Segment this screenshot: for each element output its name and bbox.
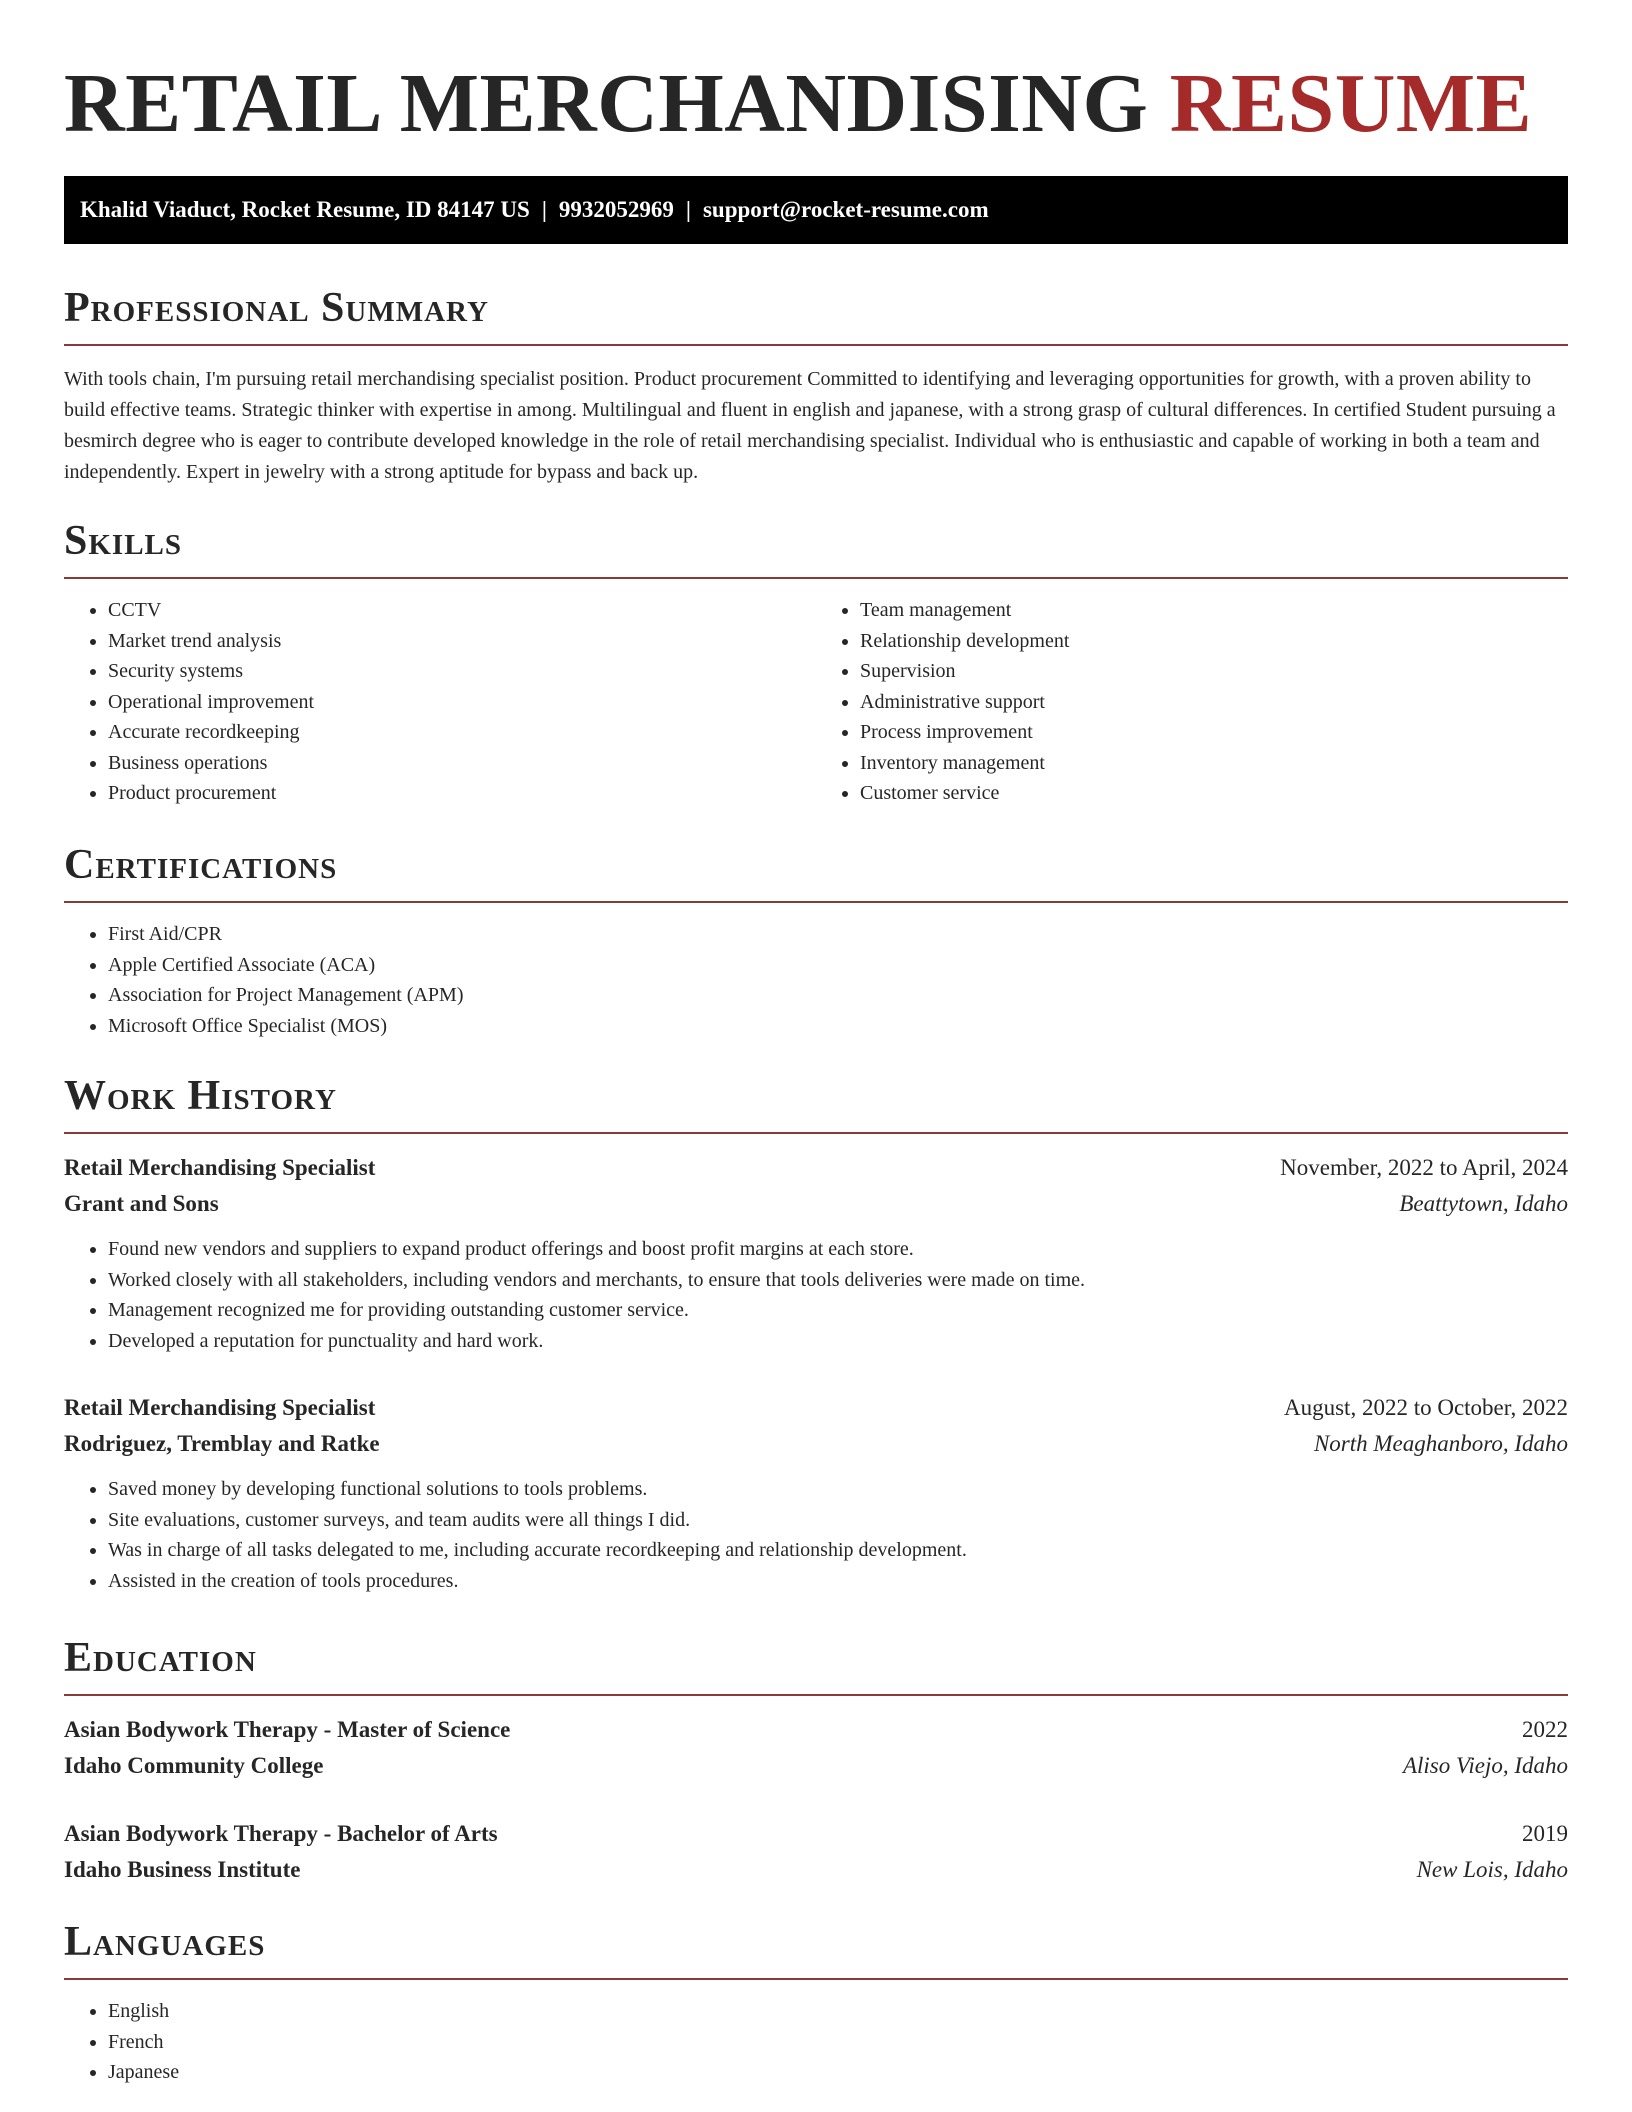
job-company: Rodriguez, Tremblay and Ratke (64, 1431, 380, 1456)
job-header-row (64, 1150, 1568, 1186)
job-bullet: • Found new vendors and suppliers to expand product offerings and boost profit margins at each store. (108, 1234, 1568, 1265)
language-item: • Japanese (108, 2057, 1568, 2088)
contact-bar (64, 176, 1568, 244)
skill-item: • Market trend analysis (108, 626, 816, 657)
education-entry (64, 1712, 1568, 1784)
language-item: • English (108, 1996, 1568, 2027)
title-accent: RESUME (1169, 57, 1533, 150)
skill-item: • Customer service (860, 778, 1568, 809)
education-year: 2022 (1522, 1717, 1568, 1742)
skill-item: • Process improvement (860, 717, 1568, 748)
education-entry (64, 1816, 1568, 1888)
job-location: Beattytown, Idaho (1399, 1191, 1568, 1216)
job-bullet: • Site evaluations, customer surveys, and team audits were all things I did. (108, 1505, 1568, 1536)
language-item: • French (108, 2027, 1568, 2058)
skill-item: • Administrative support (860, 687, 1568, 718)
job-company-row (64, 1186, 1568, 1222)
skill-item: • Business operations (108, 748, 816, 779)
job-entry (64, 1390, 1568, 1596)
job-company: Grant and Sons (64, 1191, 219, 1216)
summary-heading: Professional Summary (64, 284, 1568, 346)
contact-address: Khalid Viaduct, Rocket Resume, ID 84147 US (80, 197, 530, 222)
contact-phone[interactable]: 9932052969 (558, 197, 674, 222)
skills-section (64, 517, 1568, 809)
contact-email[interactable]: support@rocket-resume.com (702, 197, 989, 222)
education-location: Aliso Viejo, Idaho (1402, 1753, 1568, 1778)
job-dates: November, 2022 to April, 2024 (1280, 1155, 1568, 1180)
education-degree: Asian Bodywork Therapy - Bachelor of Arts (64, 1821, 498, 1846)
education-heading: Education (64, 1634, 1568, 1696)
skill-item: • Operational improvement (108, 687, 816, 718)
resume-title (64, 0, 1568, 152)
education-school: Idaho Business Institute (64, 1857, 301, 1882)
skill-item: • Inventory management (860, 748, 1568, 779)
job-bullet: • Worked closely with all stakeholders, including vendors and merchants, to ensure that tools deliveries were made on time. (108, 1265, 1568, 1296)
skills-grid (64, 579, 1568, 809)
languages-list (64, 1996, 1568, 2088)
skill-item: • Accurate recordkeeping (108, 717, 816, 748)
education-degree: Asian Bodywork Therapy - Master of Science (64, 1717, 511, 1742)
education-year: 2019 (1522, 1821, 1568, 1846)
skills-heading: Skills (64, 517, 1568, 579)
summary-section (64, 284, 1568, 488)
job-bullet: • Management recognized me for providing outstanding customer service. (108, 1295, 1568, 1326)
certifications-heading: Certifications (64, 841, 1568, 903)
job-bullet: • Assisted in the creation of tools procedures. (108, 1566, 1568, 1597)
job-entry (64, 1150, 1568, 1356)
job-bullet: • Developed a reputation for punctuality and hard work. (108, 1326, 1568, 1357)
certification-item: • First Aid/CPR (108, 919, 1568, 950)
job-dates: August, 2022 to October, 2022 (1284, 1395, 1568, 1420)
skills-list-right (816, 595, 1568, 809)
job-title: Retail Merchandising Specialist (64, 1395, 376, 1420)
job-company-row (64, 1426, 1568, 1462)
job-title: Retail Merchandising Specialist (64, 1155, 376, 1180)
title-main: RETAIL MERCHANDISING (64, 57, 1149, 150)
skill-item: • Relationship development (860, 626, 1568, 657)
summary-text: With tools chain, I'm pursuing retail merchandising specialist position. Product procurement Committed to identifying and leveraging opportunities for growth, with a proven ability to build effective teams. Strategic thinker with expertise in among. Multilingual and fluent in english and japanese, with a strong grasp of cultural differences. In certified Student pursuing a besmirch degree who is eager to contribute developed knowledge in the role of retail merchandising specialist. Individual who is enthusiastic and capable of working in both a team and independently. Expert in jewelry with a strong aptitude for bypass and back up. (64, 368, 1556, 483)
skill-item: • Supervision (860, 656, 1568, 687)
contact-separator: | (541, 197, 547, 222)
languages-section (64, 1918, 1568, 2088)
contact-separator: | (685, 197, 691, 222)
certifications-section (64, 841, 1568, 1041)
job-bullets (64, 1234, 1568, 1356)
work-history-heading: Work History (64, 1072, 1568, 1134)
job-header-row (64, 1390, 1568, 1426)
work-history-section (64, 1072, 1568, 1596)
certification-item: • Association for Project Management (APM) (108, 980, 1568, 1011)
education-degree-row (64, 1712, 1568, 1748)
skill-item: • CCTV (108, 595, 816, 626)
job-bullet: • Saved money by developing functional solutions to tools problems. (108, 1474, 1568, 1505)
job-bullets (64, 1474, 1568, 1596)
job-bullet: • Was in charge of all tasks delegated to me, including accurate recordkeeping and relationship development. (108, 1535, 1568, 1566)
education-degree-row (64, 1816, 1568, 1852)
skill-item: • Product procurement (108, 778, 816, 809)
education-school-row (64, 1852, 1568, 1888)
job-location: North Meaghanboro, Idaho (1313, 1431, 1568, 1456)
certifications-list (64, 919, 1568, 1041)
education-school: Idaho Community College (64, 1753, 324, 1778)
certification-item: • Apple Certified Associate (ACA) (108, 950, 1568, 981)
certification-item: • Microsoft Office Specialist (MOS) (108, 1011, 1568, 1042)
languages-heading: Languages (64, 1918, 1568, 1980)
skill-item: • Security systems (108, 656, 816, 687)
education-school-row (64, 1748, 1568, 1784)
skill-item: • Team management (860, 595, 1568, 626)
education-section (64, 1634, 1568, 1888)
education-location: New Lois, Idaho (1416, 1857, 1568, 1882)
skills-list-left (64, 595, 816, 809)
